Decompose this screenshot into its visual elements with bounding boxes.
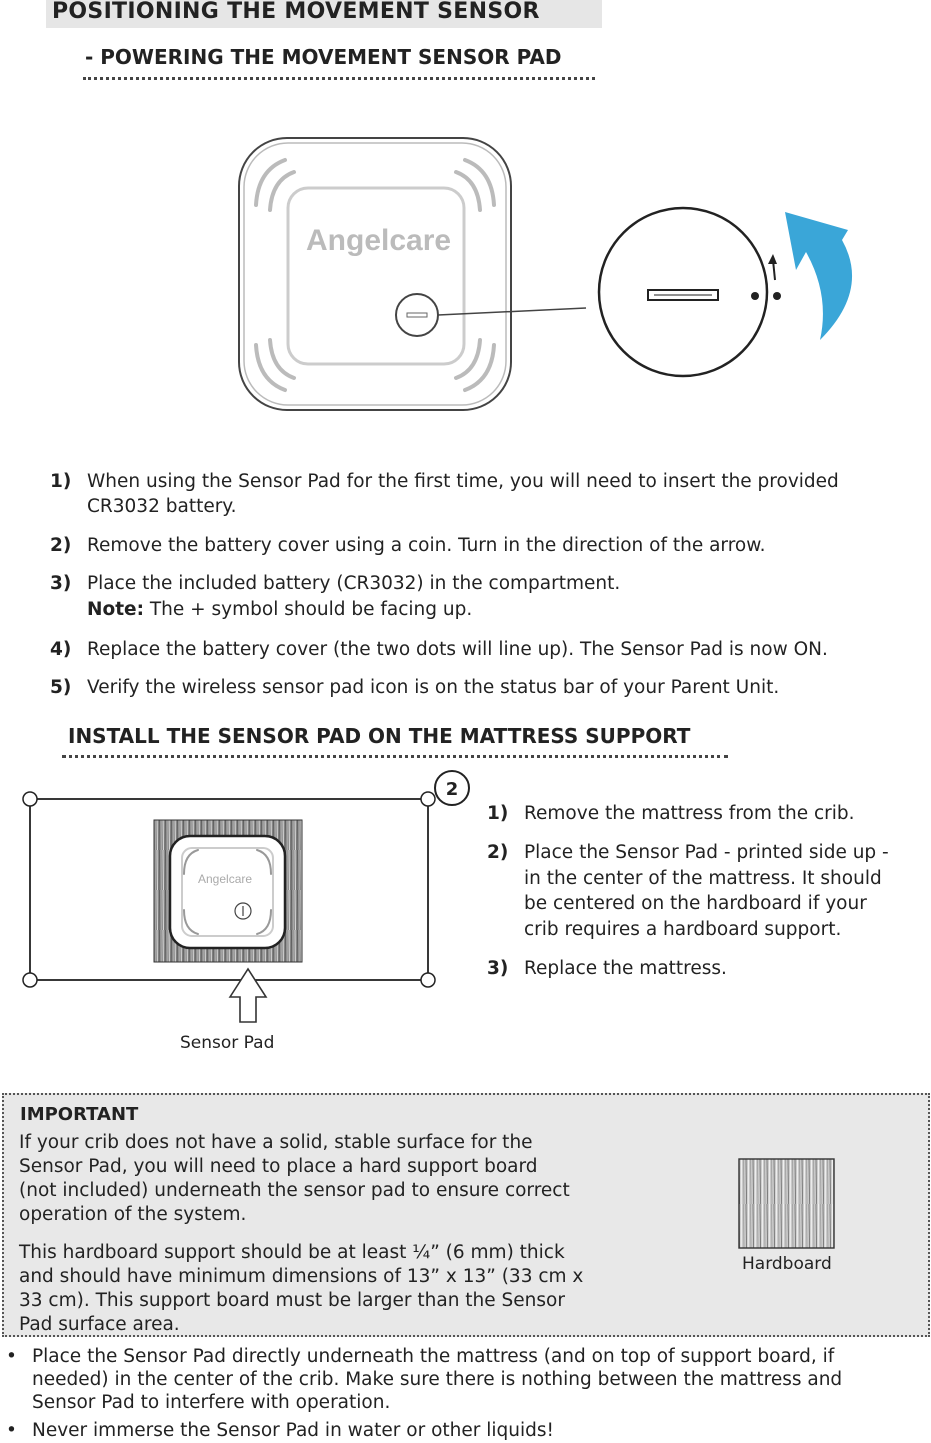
list-item: 2) Remove the battery cover using a coin. Turn in the direction of the arrow. [50,535,766,556]
list-item: 3) Place the included battery (CR3032) in the compartment. Note: The + symbol should be facing up. [50,573,621,620]
svg-text:Angelcare: Angelcare [198,872,253,886]
section-subtitle-powering: - POWERING THE MOVEMENT SENSOR PAD [85,45,562,69]
list-item: 3) Replace the mattress. [487,958,727,979]
sensor-pad-illustration [230,130,870,430]
page-title: POSITIONING THE MOVEMENT SENSOR [46,0,602,28]
note-label: Note: [87,599,144,620]
up-arrow-icon [230,969,266,1022]
dotted-underline [83,77,595,80]
mattress-diagram [18,770,478,1060]
list-item: • Place the Sensor Pad directly underneath the mattress (and on top of support board, if needed) in the center of the crib. Make sure there is nothing between the mattress and Sensor Pad to interfere with operation. [6,1346,843,1413]
important-heading: IMPORTANT [20,1104,139,1125]
hardboard-illustration [738,1158,836,1250]
section-title-install: INSTALL THE SENSOR PAD ON THE MATTRESS SUPPORT [68,724,691,748]
important-paragraph: If your crib does not have a solid, stable surface for the Sensor Pad, you will need to place a hard support board (not included) underneath the sensor pad to ensure correct operation of the system. [19,1132,570,1225]
svg-text:2: 2 [445,779,459,800]
list-item: 4) Replace the battery cover (the two dots will line up). The Sensor Pad is now ON. [50,639,828,660]
list-item: 1) Remove the mattress from the crib. [487,803,855,824]
sensor-pad-label: Sensor Pad [180,1033,275,1053]
important-paragraph: This hardboard support should be at least ¼” (6 mm) thick and should have minimum dimensions of 13” x 13” (33 cm x 33 cm). This support board must be larger than the Sensor Pad surface area. [19,1242,584,1335]
list-item: 1) When using the Sensor Pad for the first time, you will need to insert the provided CR3032 battery. [50,471,839,517]
list-item: 5) Verify the wireless sensor pad icon is on the status bar of your Parent Unit. [50,677,780,698]
dotted-underline [62,755,728,758]
brand-logo: Angelcare [306,224,452,257]
list-item: 2) Place the Sensor Pad - printed side up - in the center of the mattress. It should be centered on the hardboard if your crib requires a hardboard support. [487,842,889,940]
hardboard-label: Hardboard [742,1254,832,1274]
list-item: • Never immerse the Sensor Pad in water or other liquids! [6,1420,554,1441]
rotate-arrow-icon [785,212,852,340]
battery-cover-small [396,294,438,336]
mini-sensor-pad [170,836,285,948]
